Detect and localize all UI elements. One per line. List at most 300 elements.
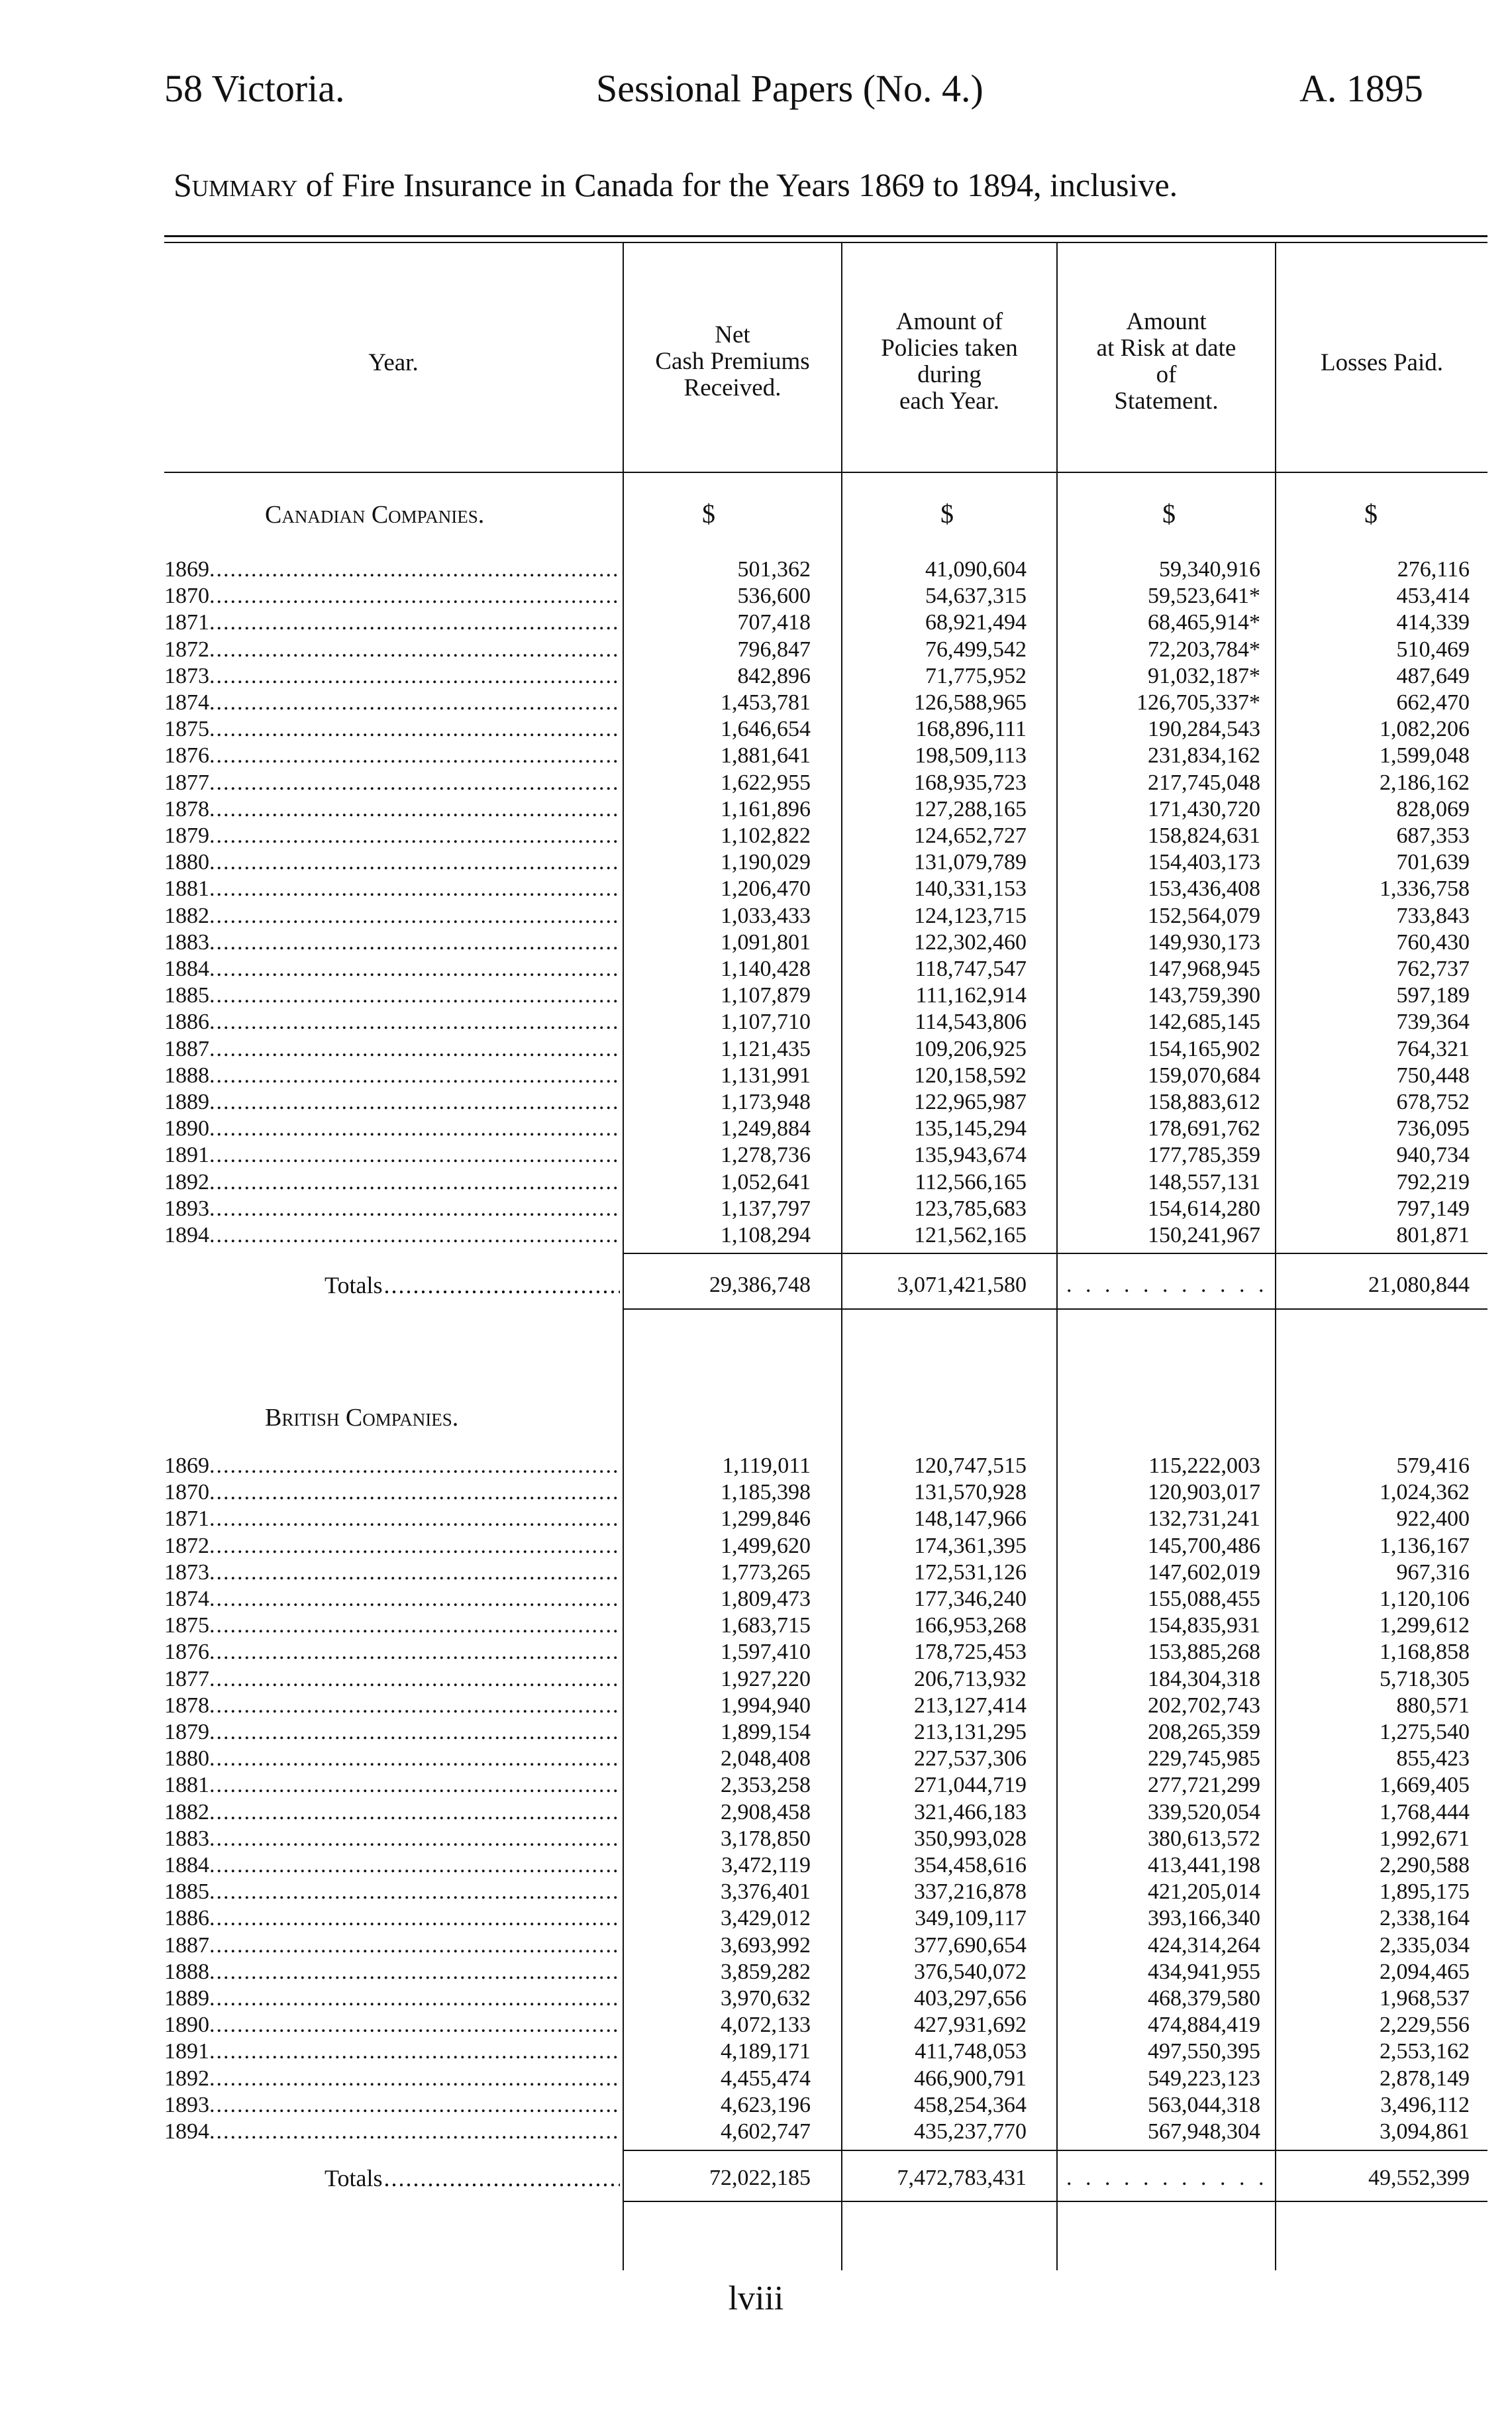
cell-risk: 120,903,017 [1148,1480,1260,1505]
cell-policies: 206,713,932 [914,1666,1027,1691]
cell-risk: 393,166,340 [1148,1906,1260,1931]
cell-losses: 797,149 [1396,1196,1470,1221]
cell-policies: 71,775,952 [925,663,1027,688]
cell-premiums: 3,859,282 [721,1959,811,1984]
cell-risk: 229,745,985 [1148,1746,1260,1771]
totals-rule [623,1253,1487,1254]
row-year [164,743,620,769]
cell-risk: 178,691,762 [1148,1116,1260,1141]
cell-policies: 127,288,165 [914,796,1027,821]
row-year [164,583,620,609]
cell-premiums: 4,623,196 [721,2092,811,2117]
cell-losses: 414,339 [1396,610,1470,635]
cell-policies: 140,331,153 [914,876,1027,902]
row-year-text: 1886 [164,1906,209,1931]
row-year [164,1116,620,1142]
cell-premiums: 501,362 [737,557,811,582]
row-year [164,1063,620,1089]
cell-premiums: 1,121,435 [721,1036,811,1061]
cell-policies: 349,109,117 [915,1906,1027,1931]
row-year-text: 1871 [164,1506,209,1532]
column-header-premiums [624,322,841,401]
cell-policies: 213,127,414 [914,1693,1027,1718]
row-year-text: 1879 [164,1720,209,1744]
totals-label-text: Totals [325,2165,383,2191]
cell-losses: 762,737 [1396,957,1470,981]
row-year [164,903,620,929]
row-year [164,2012,620,2038]
page-header-year: A. 1895 [1299,67,1423,110]
row-year [164,1639,620,1665]
row-year [164,609,620,636]
cell-risk: 132,731,241 [1148,1506,1260,1532]
cell-risk: 148,557,131 [1148,1169,1260,1194]
cell-premiums: 1,161,896 [721,796,811,821]
cell-premiums: 1,107,879 [721,983,811,1008]
cell-risk: 171,430,720 [1148,796,1260,821]
cell-losses: 940,734 [1396,1143,1470,1168]
cell-risk: 153,885,268 [1148,1640,1260,1665]
cell-risk: 208,265,359 [1148,1720,1260,1744]
cell-premiums: 1,140,428 [721,957,811,981]
row-year [164,770,620,796]
cell-risk: 468,379,580 [1148,1986,1260,2011]
cell-risk: 68,465,914* [1148,610,1260,635]
cell-premiums: 1,102,822 [721,823,811,848]
cell-policies: 435,237,770 [914,2119,1027,2144]
cell-risk: 59,523,641* [1148,584,1260,609]
cell-losses: 579,416 [1396,1453,1470,1478]
cell-risk: 497,550,395 [1148,2039,1260,2064]
policies-header-line: during [917,361,982,388]
cell-losses: 750,448 [1396,1063,1470,1088]
cell-risk: 184,304,318 [1148,1666,1260,1691]
cell-risk: 158,824,631 [1148,823,1260,848]
row-year-text: 1893 [164,2092,209,2117]
cell-policies: 120,747,515 [914,1453,1027,1478]
cell-premiums: 2,353,258 [721,1773,811,1798]
row-year-text: 1875 [164,717,209,742]
cell-policies: 178,725,453 [914,1640,1027,1665]
cell-losses: 828,069 [1396,796,1470,821]
cell-losses: 1,336,758 [1380,876,1470,902]
policies-header-line: each Year. [899,388,1000,415]
row-year-text: 1882 [164,903,209,928]
row-year [164,1799,620,1826]
british-total-losses: 49,552,399 [1368,2166,1470,2190]
row-year-text: 1880 [164,850,209,875]
row-year-text: 1870 [164,1480,209,1505]
dollar-sign: $ [702,499,715,529]
row-year-text: 1883 [164,1826,209,1851]
cell-risk: 421,205,014 [1148,1879,1260,1905]
cell-policies: 227,537,306 [914,1746,1027,1771]
cell-losses: 880,571 [1396,1693,1470,1718]
cell-losses: 1,082,206 [1380,717,1470,742]
column-header-year: Year. [368,349,419,376]
cell-losses: 2,553,162 [1380,2039,1470,2064]
cell-losses: 2,878,149 [1380,2066,1470,2091]
cell-losses: 1,669,405 [1380,1773,1470,1798]
row-year [164,1959,620,1985]
cell-premiums: 1,683,715 [721,1613,811,1638]
cell-risk: 158,883,612 [1148,1090,1260,1114]
cell-risk: 413,441,198 [1148,1853,1260,1877]
cell-losses: 922,400 [1396,1506,1470,1532]
top-rule-2 [164,242,1487,243]
row-year [164,1905,620,1932]
canadian-total-premiums: 29,386,748 [709,1273,811,1297]
row-year [164,1169,620,1196]
cell-losses: 801,871 [1396,1223,1470,1247]
cell-premiums: 1,108,294 [721,1223,811,1247]
section-heading-british: British Companies. [265,1404,459,1432]
cell-losses: 1,168,858 [1380,1640,1470,1665]
row-year [164,1666,620,1693]
cell-premiums: 1,119,011 [722,1453,811,1478]
cell-policies: 427,931,692 [914,2013,1027,2038]
cell-losses: 1,275,540 [1380,1720,1470,1744]
cell-policies: 121,562,165 [914,1223,1027,1247]
top-rule [164,235,1487,237]
cell-losses: 1,768,444 [1380,1799,1470,1824]
cell-premiums: 1,052,641 [721,1169,811,1194]
cell-risk: 567,948,304 [1148,2119,1260,2144]
cell-risk: 150,241,967 [1148,1223,1260,1247]
cell-policies: 131,570,928 [914,1480,1027,1505]
cell-losses: 3,094,861 [1380,2119,1470,2144]
row-year [164,823,620,849]
row-year [164,956,620,982]
cell-risk: 154,614,280 [1148,1196,1260,1221]
canadian-total-losses: 21,080,844 [1368,1273,1470,1297]
row-year-text: 1869 [164,557,209,582]
title-prefix: Summary [174,166,298,203]
cell-risk: 563,044,318 [1148,2092,1260,2117]
cell-premiums: 1,881,641 [721,743,811,768]
cell-risk: 155,088,455 [1148,1587,1260,1611]
row-year [164,1453,620,1479]
row-year-text: 1880 [164,1746,209,1771]
cell-premiums: 1,091,801 [721,929,811,955]
row-year-text: 1869 [164,1453,209,1478]
cell-losses: 678,752 [1396,1090,1470,1114]
row-year-text: 1881 [164,876,209,902]
totals-label-canadian [325,1272,620,1298]
row-year-text: 1872 [164,1533,209,1558]
cell-risk: 380,613,572 [1148,1826,1260,1851]
premiums-header-line: Net [715,321,750,348]
cell-policies: 135,145,294 [914,1116,1027,1141]
row-year [164,1089,620,1116]
cell-premiums: 3,472,119 [721,1853,811,1877]
cell-policies: 148,147,966 [914,1506,1027,1532]
cell-losses: 662,470 [1396,690,1470,715]
cell-policies: 458,254,364 [914,2092,1027,2117]
cell-premiums: 4,455,474 [721,2066,811,2091]
cell-risk: 126,705,337* [1136,690,1260,715]
cell-premiums: 1,131,991 [721,1063,811,1088]
cell-risk: 434,941,955 [1148,1959,1260,1984]
cell-premiums: 3,693,992 [721,1932,811,1958]
row-year-text: 1874 [164,690,209,715]
cell-premiums: 1,622,955 [721,770,811,795]
policies-header-line: Policies taken [881,335,1018,362]
cell-risk: 152,564,079 [1148,903,1260,928]
row-year-text: 1891 [164,1143,209,1168]
title-rest: of Fire Insurance in Canada for the Years 1869 to 1894, inclusive. [297,166,1178,203]
cell-premiums: 2,048,408 [721,1746,811,1771]
premiums-header-line: Received. [683,374,781,401]
row-year-text: 1891 [164,2039,209,2064]
cell-losses: 855,423 [1396,1746,1470,1771]
cell-premiums: 796,847 [737,637,811,662]
cell-policies: 76,499,542 [925,637,1027,662]
cell-risk: 159,070,684 [1148,1063,1260,1088]
cell-policies: 131,079,789 [914,850,1027,875]
cell-premiums: 1,299,846 [721,1506,811,1532]
row-year-text: 1871 [164,610,209,635]
page-number: lviii [728,2280,784,2317]
cell-policies: 403,297,656 [914,1986,1027,2011]
row-year-text: 1877 [164,1666,209,1691]
cell-losses: 2,290,588 [1380,1853,1470,1877]
row-year [164,1009,620,1035]
premiums-header-line: Cash Premiums [655,348,810,375]
dollar-sign: $ [1162,499,1176,529]
cell-premiums: 1,453,781 [721,690,811,715]
row-year-text: 1878 [164,796,209,821]
row-year [164,1222,620,1249]
cell-premiums: 3,429,012 [721,1906,811,1931]
row-year-text: 1890 [164,1116,209,1141]
cell-losses: 1,024,362 [1380,1480,1470,1505]
totals-label-text: Totals [325,1272,383,1298]
british-total-premiums: 72,022,185 [709,2166,811,2190]
row-year [164,1826,620,1852]
cell-risk: 154,403,173 [1148,850,1260,875]
row-year [164,2066,620,2092]
cell-losses: 1,299,612 [1380,1613,1470,1638]
row-year-text: 1889 [164,1986,209,2011]
cell-policies: 112,566,165 [915,1169,1027,1194]
cell-premiums: 1,185,398 [721,1480,811,1505]
cell-premiums: 3,178,850 [721,1826,811,1851]
cell-risk: 202,702,743 [1148,1693,1260,1718]
row-year-text: 1882 [164,1799,209,1824]
dollar-sign: $ [1364,499,1378,529]
cell-policies: 168,935,723 [914,770,1027,795]
risk-header-line: Statement. [1114,388,1219,415]
row-year-text: 1883 [164,929,209,955]
row-year [164,1559,620,1586]
row-year [164,1142,620,1169]
cell-premiums: 1,206,470 [721,876,811,902]
cell-risk: 217,745,048 [1148,770,1260,795]
row-year-text: 1884 [164,957,209,981]
cell-losses: 2,229,556 [1380,2013,1470,2038]
cell-policies: 177,346,240 [914,1587,1027,1611]
cell-losses: 1,895,175 [1380,1879,1470,1905]
cell-policies: 172,531,126 [914,1559,1027,1585]
cell-policies: 54,637,315 [925,584,1027,609]
cell-premiums: 1,499,620 [721,1533,811,1558]
cell-risk: 474,884,419 [1148,2013,1260,2038]
cell-policies: 124,652,727 [914,823,1027,848]
row-year-text: 1892 [164,2066,209,2091]
cell-policies: 126,588,965 [914,690,1027,715]
row-year-text: 1892 [164,1169,209,1194]
cell-risk: 115,222,003 [1148,1453,1260,1478]
cell-policies: 118,747,547 [915,957,1027,981]
page-header-session: 58 Victoria. [164,67,345,110]
risk-header-line: of [1156,361,1177,388]
row-year-text: 1878 [164,1693,209,1718]
row-year-text: 1894 [164,1223,209,1247]
row-year-text: 1872 [164,637,209,662]
cell-risk: 177,785,359 [1148,1143,1260,1168]
cell-policies: 114,543,806 [915,1010,1027,1035]
cell-losses: 736,095 [1396,1116,1470,1141]
row-year-text: 1890 [164,2013,209,2038]
cell-risk: 424,314,264 [1148,1932,1260,1958]
row-year [164,1852,620,1879]
cell-risk: 142,685,145 [1148,1010,1260,1035]
policies-header-line: Amount of [895,308,1003,335]
risk-header-line: at Risk at date [1096,335,1236,362]
row-year [164,663,620,690]
cell-risk: 147,968,945 [1148,957,1260,981]
cell-losses: 3,496,112 [1380,2092,1470,2117]
table-title [174,166,1478,204]
cell-premiums: 842,896 [737,663,811,688]
cell-risk: 149,930,173 [1148,929,1260,955]
cell-losses: 2,338,164 [1380,1906,1470,1931]
row-year [164,1479,620,1506]
cell-risk: 145,700,486 [1148,1533,1260,1558]
cell-policies: 111,162,914 [915,983,1027,1008]
row-year [164,929,620,956]
row-year-text: 1894 [164,2119,209,2144]
row-year [164,796,620,823]
cell-policies: 377,690,654 [914,1932,1027,1958]
cell-premiums: 3,376,401 [721,1879,811,1905]
row-year-text: 1876 [164,1640,209,1665]
cell-losses: 764,321 [1396,1036,1470,1061]
row-year [164,1985,620,2012]
cell-losses: 487,649 [1396,663,1470,688]
cell-risk: 143,759,390 [1148,983,1260,1008]
row-year-text: 1870 [164,584,209,609]
totals-rule-bottom [623,2201,1487,2202]
cell-premiums: 1,033,433 [721,903,811,928]
row-year [164,849,620,876]
cell-premiums: 1,190,029 [721,850,811,875]
row-year-text: 1886 [164,1010,209,1035]
cell-losses: 792,219 [1396,1169,1470,1194]
row-year [164,1586,620,1612]
cell-losses: 1,120,106 [1380,1587,1470,1611]
cell-policies: 411,748,053 [915,2039,1027,2064]
canadian-total-risk-blank: . . . . . . . . . . . [1066,1273,1268,1297]
cell-losses: 967,316 [1396,1559,1470,1585]
british-total-risk-blank: . . . . . . . . . . . [1066,2166,1268,2190]
header-rule [164,472,1487,473]
column-header-losses: Losses Paid. [1321,349,1443,376]
dollar-sign: $ [940,499,954,529]
row-year-text: 1876 [164,743,209,768]
cell-policies: 122,302,460 [914,929,1027,955]
row-year [164,1693,620,1719]
cell-risk: 277,721,299 [1148,1773,1260,1798]
row-year [164,1879,620,1905]
row-year [164,1533,620,1559]
cell-premiums: 1,597,410 [721,1640,811,1665]
cell-losses: 2,186,162 [1380,770,1470,795]
cell-losses: 453,414 [1396,584,1470,609]
cell-losses: 687,353 [1396,823,1470,848]
cell-risk: 59,340,916 [1159,557,1260,582]
row-year-text: 1889 [164,1090,209,1114]
cell-losses: 276,116 [1397,557,1470,582]
row-year-text: 1873 [164,663,209,688]
totals-rule [623,2150,1487,2151]
row-year [164,2092,620,2119]
row-year-text: 1879 [164,823,209,848]
row-year [164,1746,620,1772]
cell-premiums: 1,809,473 [721,1587,811,1611]
cell-premiums: 4,602,747 [721,2119,811,2144]
cell-premiums: 1,137,797 [721,1196,811,1221]
row-year-text: 1877 [164,770,209,795]
page-header-papers: Sessional Papers (No. 4.) [596,67,983,110]
row-year [164,1196,620,1222]
cell-policies: 122,965,987 [914,1090,1027,1114]
row-year [164,556,620,583]
cell-policies: 213,131,295 [914,1720,1027,1744]
cell-policies: 166,953,268 [914,1613,1027,1638]
cell-policies: 354,458,616 [914,1853,1027,1877]
row-year-text: 1885 [164,983,209,1008]
cell-losses: 510,469 [1396,637,1470,662]
cell-premiums: 2,908,458 [721,1799,811,1824]
cell-policies: 271,044,719 [914,1773,1027,1798]
cell-policies: 168,896,111 [915,717,1027,742]
cell-losses: 2,335,034 [1380,1932,1470,1958]
cell-premiums: 1,173,948 [721,1090,811,1114]
cell-losses: 2,094,465 [1380,1959,1470,1984]
cell-risk: 549,223,123 [1148,2066,1260,2091]
risk-header-line: Amount [1126,308,1207,335]
cell-premiums: 536,600 [737,584,811,609]
cell-policies: 376,540,072 [914,1959,1027,1984]
column-header-policies [842,309,1056,415]
cell-policies: 109,206,925 [914,1036,1027,1061]
cell-policies: 174,361,395 [914,1533,1027,1558]
cell-losses: 760,430 [1396,929,1470,955]
cell-risk: 154,165,902 [1148,1036,1260,1061]
cell-risk: 153,436,408 [1148,876,1260,902]
cell-premiums: 1,278,736 [721,1143,811,1168]
cell-risk: 91,032,187* [1148,663,1260,688]
row-year-text: 1885 [164,1879,209,1905]
cell-policies: 198,509,113 [915,743,1027,768]
cell-risk: 147,602,019 [1148,1559,1260,1585]
row-year [164,1772,620,1799]
cell-policies: 350,993,028 [914,1826,1027,1851]
cell-premiums: 4,189,171 [721,2039,811,2064]
row-year [164,1612,620,1639]
